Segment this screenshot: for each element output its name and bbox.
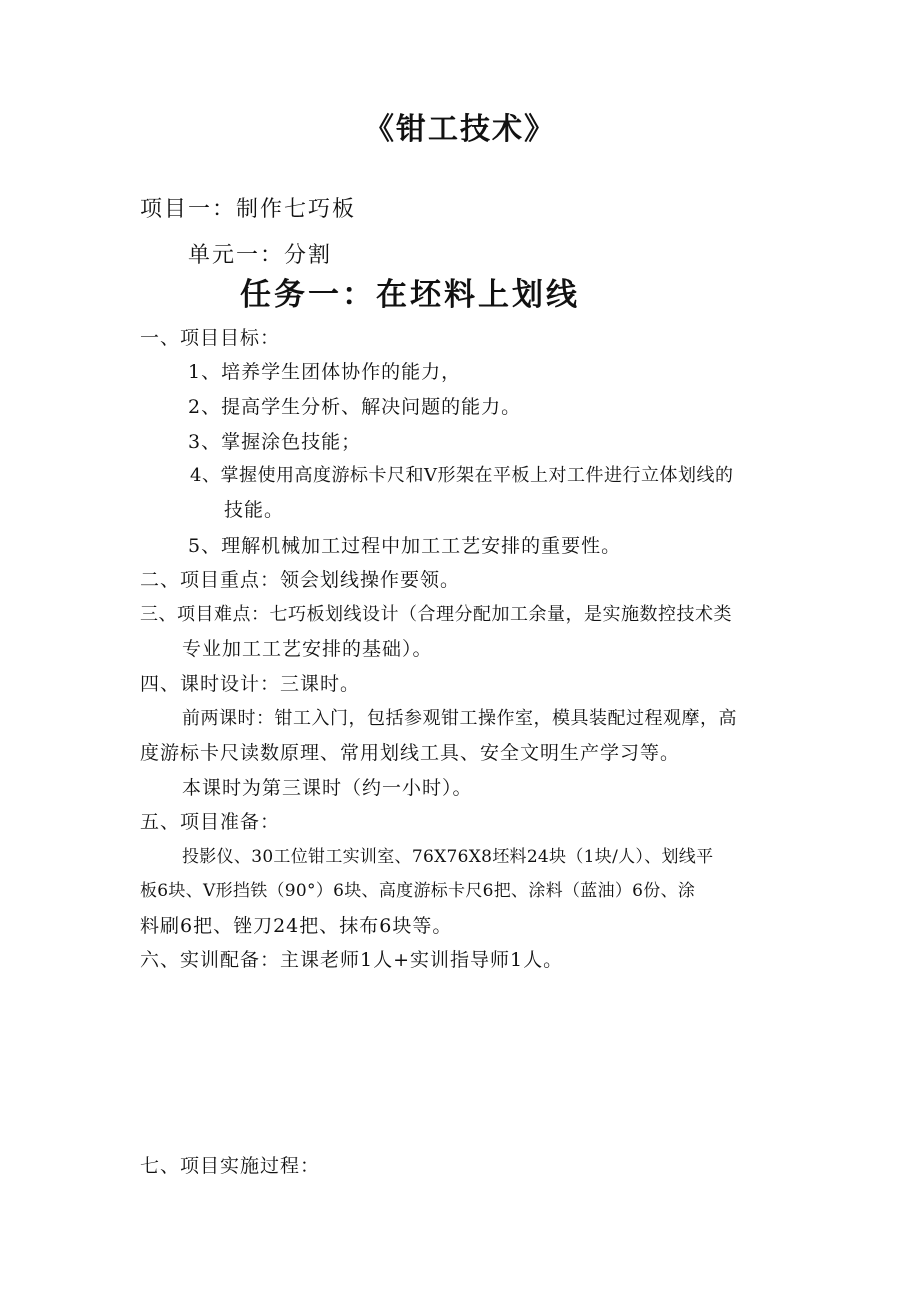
objective-item: 2、提高学生分析、解决问题的能力。 xyxy=(188,396,522,418)
section-difficulty-line2: 专业加工工艺安排的基础）。 xyxy=(182,638,433,660)
section-difficulty-line1: 三、项目难点：七巧板划线设计（合理分配加工余量，是实施数控技术类 xyxy=(140,604,732,625)
schedule-paragraph-line1: 前两课时：钳工入门，包括参观钳工操作室，模具装配过程观摩，高 xyxy=(182,708,737,729)
schedule-paragraph-2: 本课时为第三课时（约一小时）。 xyxy=(182,777,473,799)
objective-item-continued: 技能。 xyxy=(224,499,285,521)
task-heading: 任务一：在坯料上划线 xyxy=(240,277,580,313)
schedule-paragraph-line2: 度游标卡尺读数原理、常用划线工具、安全文明生产学习等。 xyxy=(140,742,681,764)
section-implementation-heading: 七、项目实施过程： xyxy=(140,1155,321,1177)
project-heading: 项目一：制作七巧板 xyxy=(140,197,357,222)
section-schedule-heading: 四、课时设计：三课时。 xyxy=(140,673,361,695)
document-title: 《钳工技术》 xyxy=(364,112,556,147)
section-preparation-heading: 五、项目准备： xyxy=(140,811,281,833)
preparation-line2: 板6块、V形挡铁（90°）6块、高度游标卡尺6把、涂料（蓝油）6份、涂 xyxy=(140,881,696,901)
objective-item: 1、培养学生团体协作的能力， xyxy=(188,361,462,383)
objective-item: 3、掌握涂色技能； xyxy=(188,431,362,453)
preparation-line3: 料刷6把、锉刀24把、抹布6块等。 xyxy=(140,915,453,937)
section-objectives-heading: 一、项目目标： xyxy=(140,327,281,349)
unit-heading: 单元一：分割 xyxy=(188,243,333,268)
preparation-line1: 投影仪、30工位钳工实训室、76X76X8坯料24块（1块/人）、划线平 xyxy=(182,847,714,867)
objective-item: 4、掌握使用高度游标卡尺和V形架在平板上对工件进行立体划线的 xyxy=(190,465,734,486)
objective-item: 5、理解机械加工过程中加工工艺安排的重要性。 xyxy=(188,535,622,557)
section-key-points: 二、项目重点：领会划线操作要领。 xyxy=(140,569,461,591)
section-staffing: 六、实训配备：主课老师1人+实训指导师1人。 xyxy=(140,949,564,971)
